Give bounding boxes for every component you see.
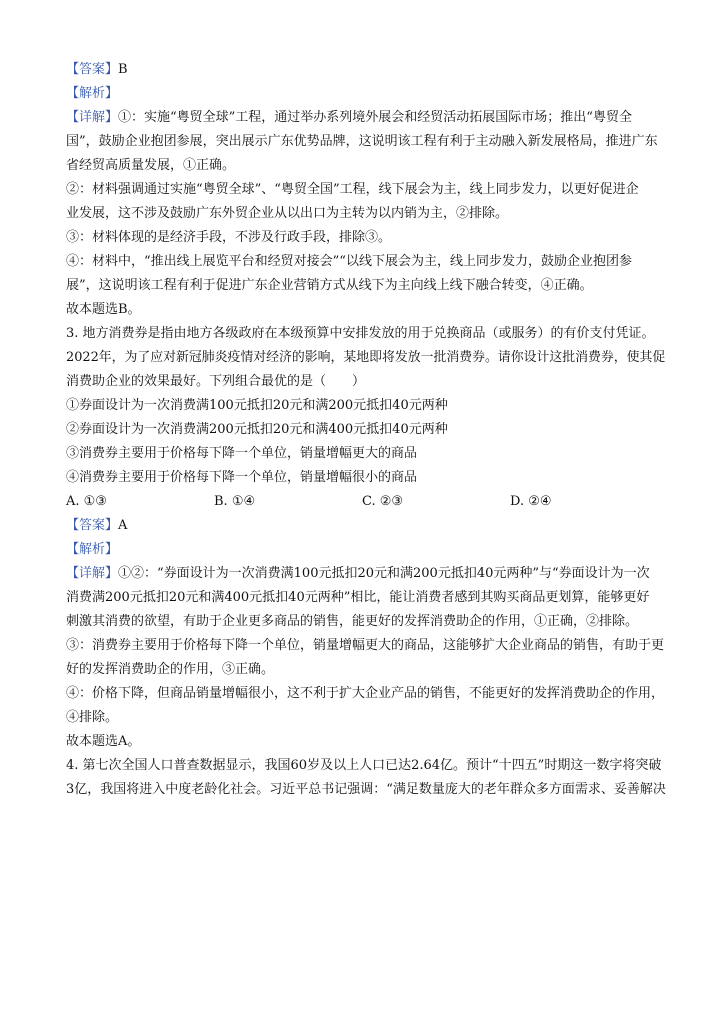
answer-value: B [118, 62, 128, 77]
question-stem: 4. 第七次全国人口普查数据显示，我国60岁及以上人口已达2.64亿。预计“十四五”时期这一数字将突破 [66, 758, 662, 773]
statement-item: ④消费券主要用于价格每下降一个单位，销量增幅很小的商品 [66, 470, 418, 485]
option-c: C. ②③ [362, 494, 404, 509]
text-line: 省经贸高质量发展，①正确。 [66, 158, 236, 173]
analysis-label: 【解析】 [66, 86, 119, 101]
answer-label: 【答案】 [66, 518, 119, 533]
analysis-label: 【解析】 [66, 542, 119, 557]
text-line: ④排除。 [66, 710, 119, 725]
statement-item: ②券面设计为一次消费满200元抵扣20元和满400元抵扣40元两种 [66, 422, 448, 437]
text-line: 业发展，这不涉及鼓励广东外贸企业从以出口为主转为以内销为主，②排除。 [66, 206, 509, 221]
question-stem: 2022年，为了应对新冠肺炎疫情对经济的影响，某地即将发放一批消费券。请你设计这批消费券，使其促 [66, 350, 666, 365]
question-stem: 消费助企业的效果最好。下列组合最优的是（ ） [66, 374, 366, 389]
detail-label: 【详解】 [66, 110, 119, 125]
statement-item: ③消费券主要用于价格每下降一个单位，销量增幅更大的商品 [66, 446, 418, 461]
text-line: 国”，鼓励企业抱团参展，突出展示广东优势品牌，这说明该工程有利于主动融入新发展格局，推进广东 [66, 134, 658, 149]
text-line: ①：实施“粤贸全球”工程，通过举办系列境外展会和经贸活动拓展国际市场；推出“粤贸全 [118, 110, 632, 125]
option-d: D. ②④ [510, 494, 552, 509]
document-body [66, 58, 666, 802]
text-line: ③：消费券主要用于价格每下降一个单位，销量增幅更大的商品，这能够扩大企业商品的销售，有助于更 [66, 638, 665, 653]
text-line: 好的发挥消费助企的作用，③正确。 [66, 662, 275, 677]
answer-line [66, 514, 666, 538]
question-stem: 3. 地方消费券是指由地方各级政府在本级预算中安排发放的用于兑换商品（或服务）的有价支付凭证。 [66, 326, 655, 341]
analysis-heading [66, 538, 666, 562]
detail-line [66, 106, 666, 130]
text-line: 刺激其消费的欲望，有助于企业更多商品的销售，能更好的发挥消费助企的作用，①正确，②排除。 [66, 614, 639, 629]
text-line: ④：材料中，“推出线上展览平台和经贸对接会”“以线下展会为主，线上同步发力，鼓励企业抱团参 [66, 254, 632, 269]
text-line: ④：价格下降，但商品销量增幅很小，这不利于扩大企业产品的销售，不能更好的发挥消费助企的作用， [66, 686, 665, 701]
analysis-heading [66, 82, 666, 106]
question-stem: 3亿，我国将进入中度老龄化社会。习近平总书记强调：“满足数量庞大的老年群众多方面需求、妥善解决 [66, 782, 666, 797]
text-line: 展”，这说明该工程有利于促进广东企业营销方式从线下为主向线上线下融合转变，④正确。 [66, 278, 593, 293]
conclusion-line: 故本题选A。 [66, 734, 141, 749]
statement-item: ①券面设计为一次消费满100元抵扣20元和满200元抵扣40元两种 [66, 398, 448, 413]
text-line: 消费满200元抵扣20元和满400元抵扣40元两种”相比，能让消费者感到其购买商品更划算，能够更好 [66, 590, 650, 605]
text-line: ①②：“券面设计为一次消费满100元抵扣20元和满200元抵扣40元两种”与“券面设计为一次 [118, 566, 650, 581]
answer-line [66, 58, 666, 82]
text-line: ②：材料强调通过实施“粤贸全球”、“粤贸全国”工程，线下展会为主，线上同步发力，以更好促进企 [66, 182, 639, 197]
text-line: ③：材料体现的是经济手段，不涉及行政手段，排除③。 [66, 230, 392, 245]
option-b: B. ①④ [214, 494, 256, 509]
answer-options [66, 490, 666, 514]
detail-label: 【详解】 [66, 566, 119, 581]
conclusion-line: 故本题选B。 [66, 302, 141, 317]
answer-label: 【答案】 [66, 62, 119, 77]
option-a: A. ①③ [66, 494, 107, 509]
answer-value: A [118, 518, 128, 533]
detail-line [66, 562, 666, 586]
